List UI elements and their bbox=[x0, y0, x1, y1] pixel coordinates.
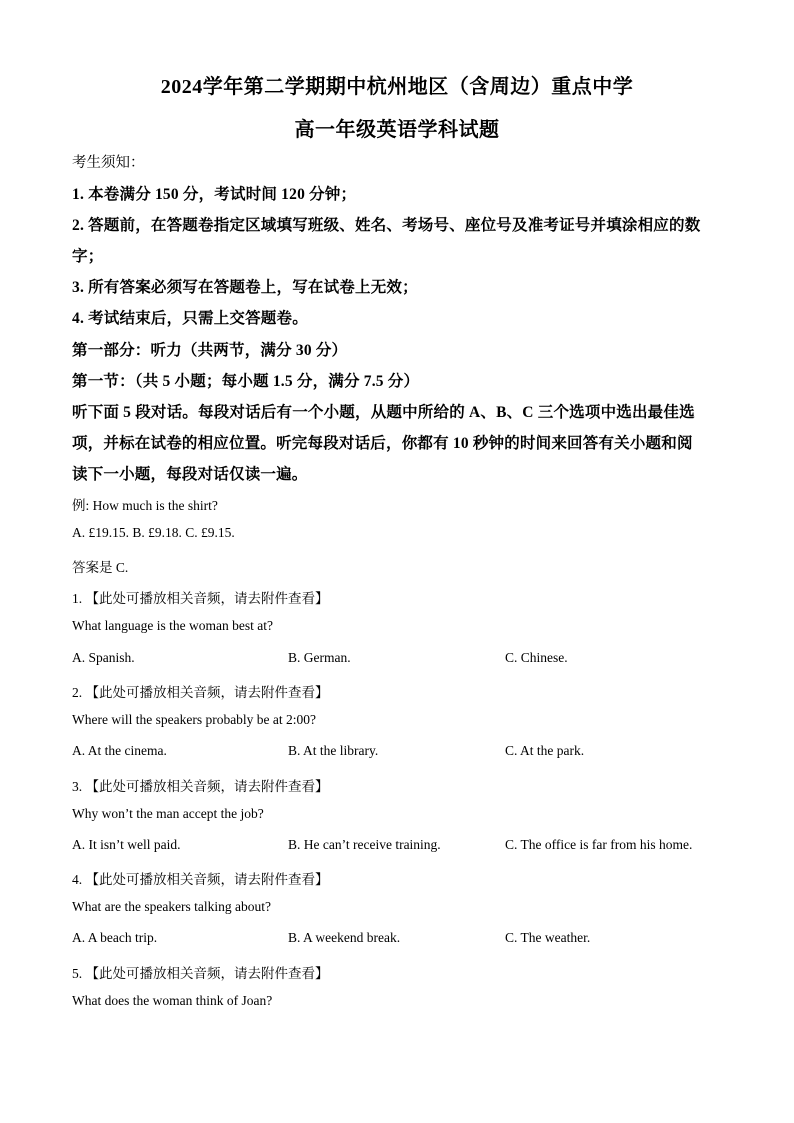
question-1-option-a: A. Spanish. bbox=[72, 650, 135, 665]
question-5-text: What does the woman think of Joan? bbox=[72, 993, 273, 1008]
question-2-option-b: B. At the library. bbox=[288, 743, 379, 758]
question-4-audio: 4. 【此处可播放相关音频，请去附件查看】 bbox=[72, 872, 329, 887]
part1-heading: 第一部分：听力（共两节，满分 30 分） bbox=[72, 342, 348, 359]
example-options: A. £19.15. B. £9.18. C. £9.15. bbox=[72, 525, 235, 540]
notice-item-2-cont: 字； bbox=[72, 248, 104, 265]
question-1-text: What language is the woman best at? bbox=[72, 618, 273, 633]
exam-subtitle: 高一年级英语学科试题 bbox=[294, 119, 500, 141]
example-question: 例: How much is the shirt? bbox=[72, 498, 218, 513]
question-3-text: Why won’t the man accept the job? bbox=[72, 806, 264, 821]
example-answer: 答案是 C. bbox=[72, 560, 129, 575]
question-3-option-b: B. He can’t receive training. bbox=[288, 837, 441, 852]
notice-item-1: 1. 本卷满分 150 分，考试时间 120 分钟； bbox=[72, 186, 357, 203]
question-4-text: What are the speakers talking about? bbox=[72, 899, 272, 914]
notice-heading: 考生须知： bbox=[72, 155, 145, 171]
question-1-option-c: C. Chinese. bbox=[505, 650, 568, 665]
question-5-audio: 5. 【此处可播放相关音频，请去附件查看】 bbox=[72, 966, 329, 981]
notice-item-3: 3. 所有答案必须写在答题卷上，写在试卷上无效； bbox=[72, 279, 418, 296]
instructions-line-2: 项，并标在试卷的相应位置。听完每段对话后，你都有 10 秒钟的时间来回答有关小题和阅 bbox=[72, 435, 693, 452]
exam-title: 2024学年第二学期期中杭州地区（含周边）重点中学 bbox=[160, 76, 634, 98]
question-1-option-b: B. German. bbox=[288, 650, 351, 665]
question-2-option-c: C. At the park. bbox=[505, 743, 585, 758]
notice-item-2: 2. 答题前，在答题卷指定区域填写班级、姓名、考场号、座位号及准考证号并填涂相应的数 bbox=[72, 217, 701, 234]
notice-item-4: 4. 考试结束后，只需上交答题卷。 bbox=[72, 310, 308, 327]
question-2-option-a: A. At the cinema. bbox=[72, 743, 167, 758]
question-4-option-c: C. The weather. bbox=[505, 930, 591, 945]
question-3-audio: 3. 【此处可播放相关音频，请去附件查看】 bbox=[72, 779, 329, 794]
question-4-option-b: B. A weekend break. bbox=[288, 930, 401, 945]
question-4-option-a: A. A beach trip. bbox=[72, 930, 158, 945]
instructions-line-1: 听下面 5 段对话。每段对话后有一个小题，从题中所给的 A、B、C 三个选项中选出最佳选 bbox=[72, 404, 695, 421]
section1-heading: 第一节：（共 5 小题；每小题 1.5 分，满分 7.5 分） bbox=[72, 373, 420, 390]
question-3-option-c: C. The office is far from his home. bbox=[505, 837, 693, 852]
question-2-text: Where will the speakers probably be at 2:00? bbox=[72, 712, 317, 727]
instructions-line-3: 读下一小题，每段对话仅读一遍。 bbox=[72, 466, 308, 483]
question-3-option-a: A. It isn’t well paid. bbox=[72, 837, 181, 852]
question-1-audio: 1. 【此处可播放相关音频，请去附件查看】 bbox=[72, 591, 329, 606]
question-2-audio: 2. 【此处可播放相关音频，请去附件查看】 bbox=[72, 685, 329, 700]
